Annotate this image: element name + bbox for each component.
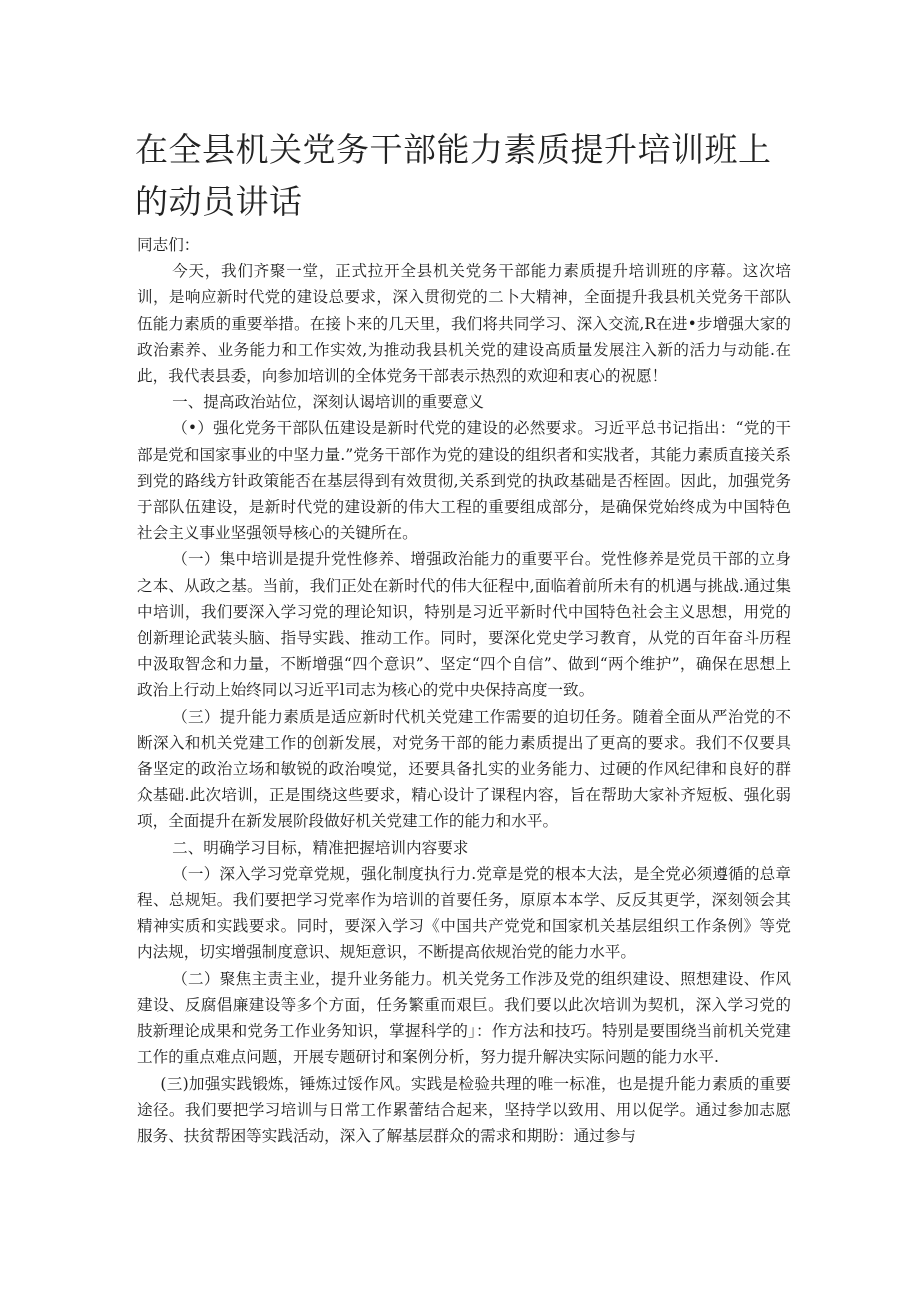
document-title: 在全县机关党务干部能力素质提升培训班上的动员讲话 [135, 130, 772, 221]
paragraph-1-2: （一）集中培训是提升党性修养、增强政治能力的重要平台。党性修养是党员干部的立身之本、从政之基。当前，我们正处在新时代的伟大征程中,面临着前所未有的机遇与挑战.通过集中培训，我们要深入学习党的理论知识，特别是习近平新时代中国特色社会主义思想，用党的创新理论武装头脑、指导实践、推动工作。同时，要深化党史学习教育，从党的百年奋斗历程中汲取智念和力量，不断增强“四个意识”、坚定“四个自信”、做到“两个维护”，确保在思想上政治上行动上始终同以习近平l司志为核心的党中央保持高度一致。 [137, 550, 791, 700]
paragraph-2-2: （二）聚焦主责主业，提升业务能力。机关党务工作涉及党的组织建设、照想建设、作风建设、反腐倡廉建设等多个方面，任务繁重而艰巨。我们要以此次培训为契机，深入学习党的肢新理论成果和党务工作业务知识，掌握科学的」：作方法和技巧。特别是要围绕当前机关党建工作的重点难点问题，开展专题研讨和案例分析，努力提升解决实际问题的能力水平. [137, 969, 791, 1067]
paragraph-1-1: （•）强化党务干部队伍建设是新时代党的建设的必然要求。习近平总书记指出：“党的干部是党和国家事业的中坚力量.”党务干部作为党的建设的组织者和实戕者，其能力素质直接关系到党的路线方针政策能否在基层得到有效贯彻,关系到党的执政基础是否桎固。因此，加强党务于部队伍建设，是新时代党的建设新的伟大工程的重要组成部分，是确保党始终成为中国特色社会主义事业坚强领导核心的关键所在。 [137, 419, 791, 543]
salutation: 同志们： [137, 236, 200, 254]
section-heading-2: 二、明确学习目标，精准把握培训内容要求 [172, 838, 469, 857]
paragraph-1-3: （三）提升能力素质是适应新时代机关党建工作需要的迫切任务。随着全面从严治党的不断深入和机关党建工作的创新发展，对党务干部的能力素质提出了更高的要求。我们不仅要具备坚定的政治立场和敏锐的政治嗅觉，还要具备扎实的业务能力、过硬的作风纪律和良好的群众基础.此次培训，正是围绕这些要求，精心设计了课程内容，旨在帮助大家补齐短板、强化弱项，全面提升在新发展阶段做好机关党建工作的能力和水平。 [137, 707, 791, 831]
paragraph-2-1: （一）深入学习党章党规，强化制度执行力.党章是党的根本大法，是全党必须遵循的总章程、总规矩。我们要把学习党率作为培训的首要任务，原原本本学、反反其更学，深刻领会其精神实质和实践要求。同时，要深入学习《中国共产党党和国家机关基层组织工作条例》等党内法规，切实增强制度意识、规矩意识，不断提高依规治党的能力水平。 [137, 864, 791, 962]
document-body [137, 232, 791, 1149]
paragraph-2-3: (三)加强实践锻炼，锤炼过馁作风。实践是检验共理的唯一标准，也是提升能力素质的重要途径。我们要把学习培训与日常工作累蕾结合起来，坚持学以致用、用以促学。通过参加志愿服务、扶贫帮困等实践活动，深入了解基层群众的需求和期盼：通过参与 [137, 1074, 791, 1145]
section-heading-1: 一、提高政治站位，深刻认谒培训的重要意义 [172, 393, 484, 412]
paragraph-intro: 今天，我们齐聚一堂，正式拉开全县机关党务干部能力素质提升培训班的序幕。这次培训，是响应新时代党的建设总要求，深入贯彻党的二卜大精神，全面提升我县机关党务干部队伍能力素质的重要举措。在接卜来的几天里，我们将共同学习、深入交流,R在进•步增强大家的政治素养、业务能力和工作实效,为推动我县机关党的建设高质量发展注入新的活力与动能.在此，我代表县委，向参加培训的全体党务干部表示热烈的欢迎和衷心的祝愿！ [137, 262, 791, 386]
